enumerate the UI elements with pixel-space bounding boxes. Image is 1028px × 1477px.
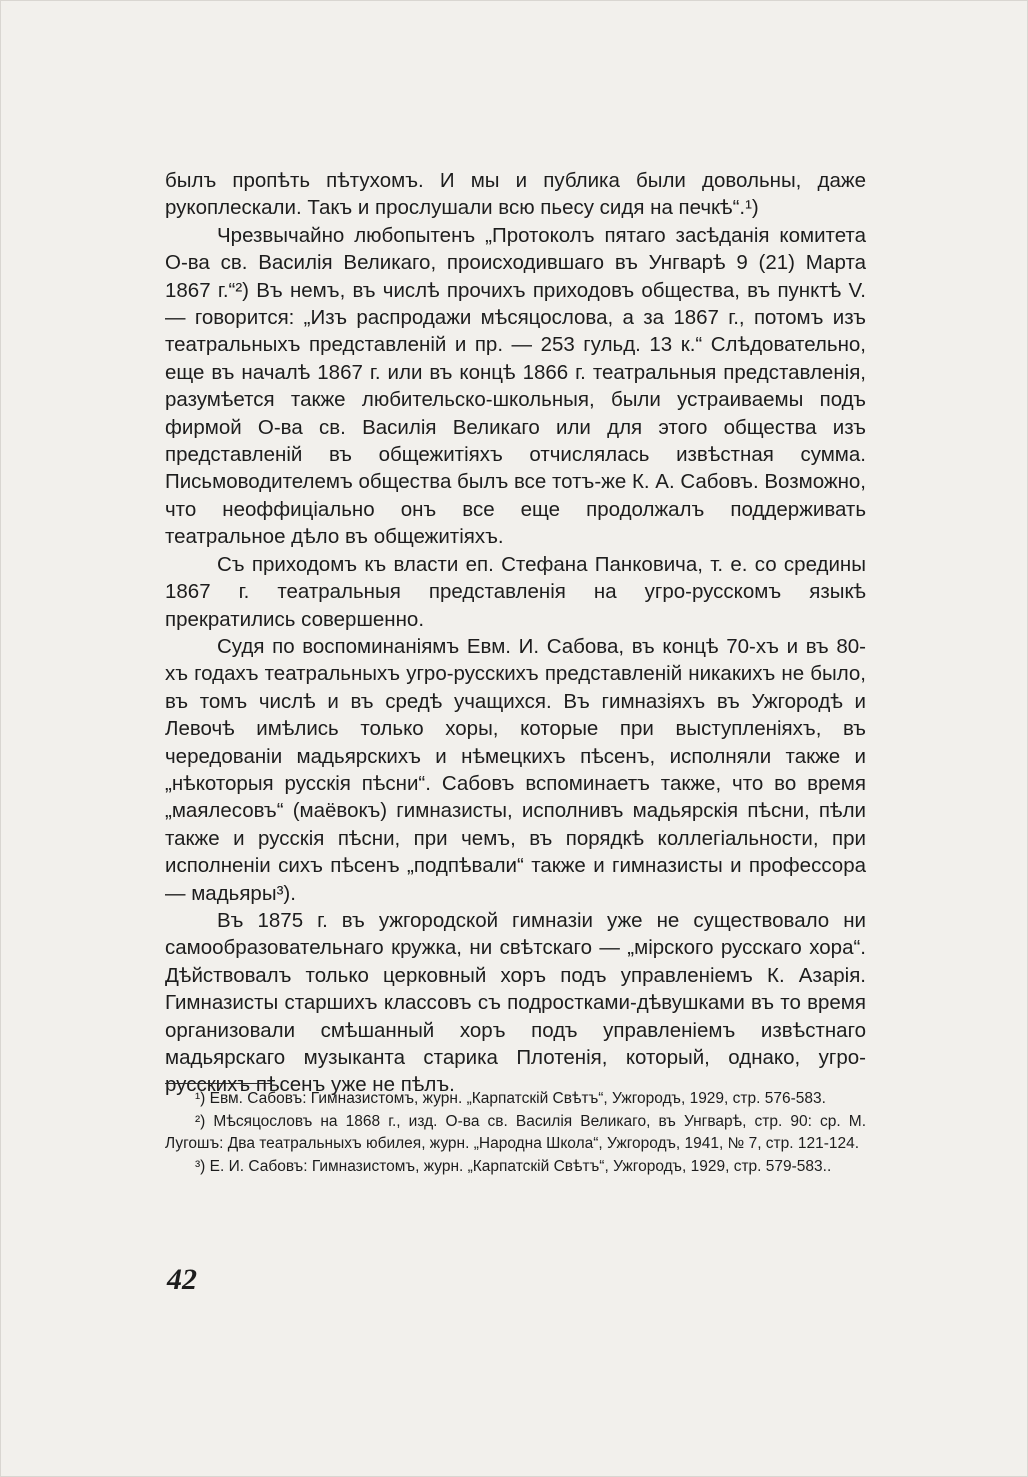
paragraph-4: Судя по воспоминаніямъ Евм. И. Сабова, въ концѣ 70-хъ и въ 80-хъ годахъ театральныхъ угро-русскихъ представленій никакихъ не было, въ томъ числѣ и въ средѣ учащихся. Въ гимназіяхъ въ Ужгородѣ и Левочѣ имѣлись только хоры, которые при выступленіяхъ, въ чередованіи мадьярскихъ и нѣмецкихъ пѣсенъ, исполняли также и „нѣкоторыя русскія пѣсни“. Сабовъ вспоминаетъ также, что во время „маялесовъ“ (маёвокъ) гимназисты, исполнивъ мадьярскія пѣсни, пѣли также и русскія пѣсни, при чемъ, въ порядкѣ коллегіальности, при исполненіи сихъ пѣсенъ „подпѣвали“ также и гимназисты и профессора — мадьяры³). <box>165 634 866 905</box>
page-number: 42 <box>167 1263 197 1296</box>
footnote-3: ³) Е. И. Сабовъ: Гимназистомъ, журн. „Карпатскій Свѣтъ“, Ужгородъ, 1929, стр. 579-583.. <box>195 1157 832 1175</box>
footnote-divider <box>165 1083 271 1084</box>
footnotes <box>165 1088 866 1178</box>
paragraph-2: Чрезвычайно любопытенъ „Протоколъ пятаго засѣданія комитета О-ва св. Василія Великаго, происходившаго въ Унгварѣ 9 (21) Марта 1867 г.“²) Въ немъ, въ числѣ прочихъ приходовъ общества, въ пунктѣ V. — говорится: „Изъ распродажи мѣсяцослова, а за 1867 г., потомъ изъ театральныхъ представленій и пр. — 253 гульд. 13 к.“ Слѣдовательно, еще въ началѣ 1867 г. или въ концѣ 1866 г. театральныя представленія, разумѣется также любительско-школьныя, были устраиваемы подъ фирмой О-ва св. Василія Великаго или для этого общества изъ представленій въ общежитіяхъ отчислялась извѣстная сумма. Письмоводителемъ общества былъ все тотъ-же К. А. Сабовъ. Возможно, что неоффиціально онъ все еще продолжалъ поддерживать театральное дѣло въ общежитіяхъ. <box>165 223 866 549</box>
body-text <box>165 167 866 1099</box>
paragraph-5: Въ 1875 г. въ ужгородской гимназіи уже не существовало ни самообразовательнаго кружка, ни свѣтскаго — „мірского русскаго хора“. Дѣйствовалъ только церковный хоръ подъ управленіемъ К. Азарія. Гимназисты старшихъ классовъ съ подростками-дѣвушками въ то время организовали смѣшанный хоръ подъ управленіемъ извѣстнаго мадьярскаго музыканта старика Плотенія, который, однако, угро-русскихъ пѣсенъ уже не пѣлъ. <box>165 908 866 1097</box>
footnote-2: ²) Мѣсяцословъ на 1868 г., изд. О-ва св. Василія Великаго, въ Унгварѣ, стр. 90: ср. М. Лугошъ: Два театральныхъ юбилея, журн. „Народна Школа“, Ужгородъ, 1941, № 7, стр. 121-124. <box>165 1112 866 1152</box>
paragraph-3: Съ приходомъ къ власти еп. Стефана Панковича, т. е. со средины 1867 г. театральныя представленія на угро-русскомъ языкѣ прекратились совершенно. <box>165 552 866 631</box>
paragraph-1: былъ пропѣть пѣтухомъ. И мы и публика были довольны, даже рукоплескали. Такъ и прослушали всю пьесу сидя на печкѣ“.¹) <box>165 169 866 220</box>
footnote-1: ¹) Евм. Сабовъ: Гимназистомъ, журн. „Карпатскій Свѣтъ“, Ужгородъ, 1929, стр. 576-583. <box>195 1090 826 1107</box>
